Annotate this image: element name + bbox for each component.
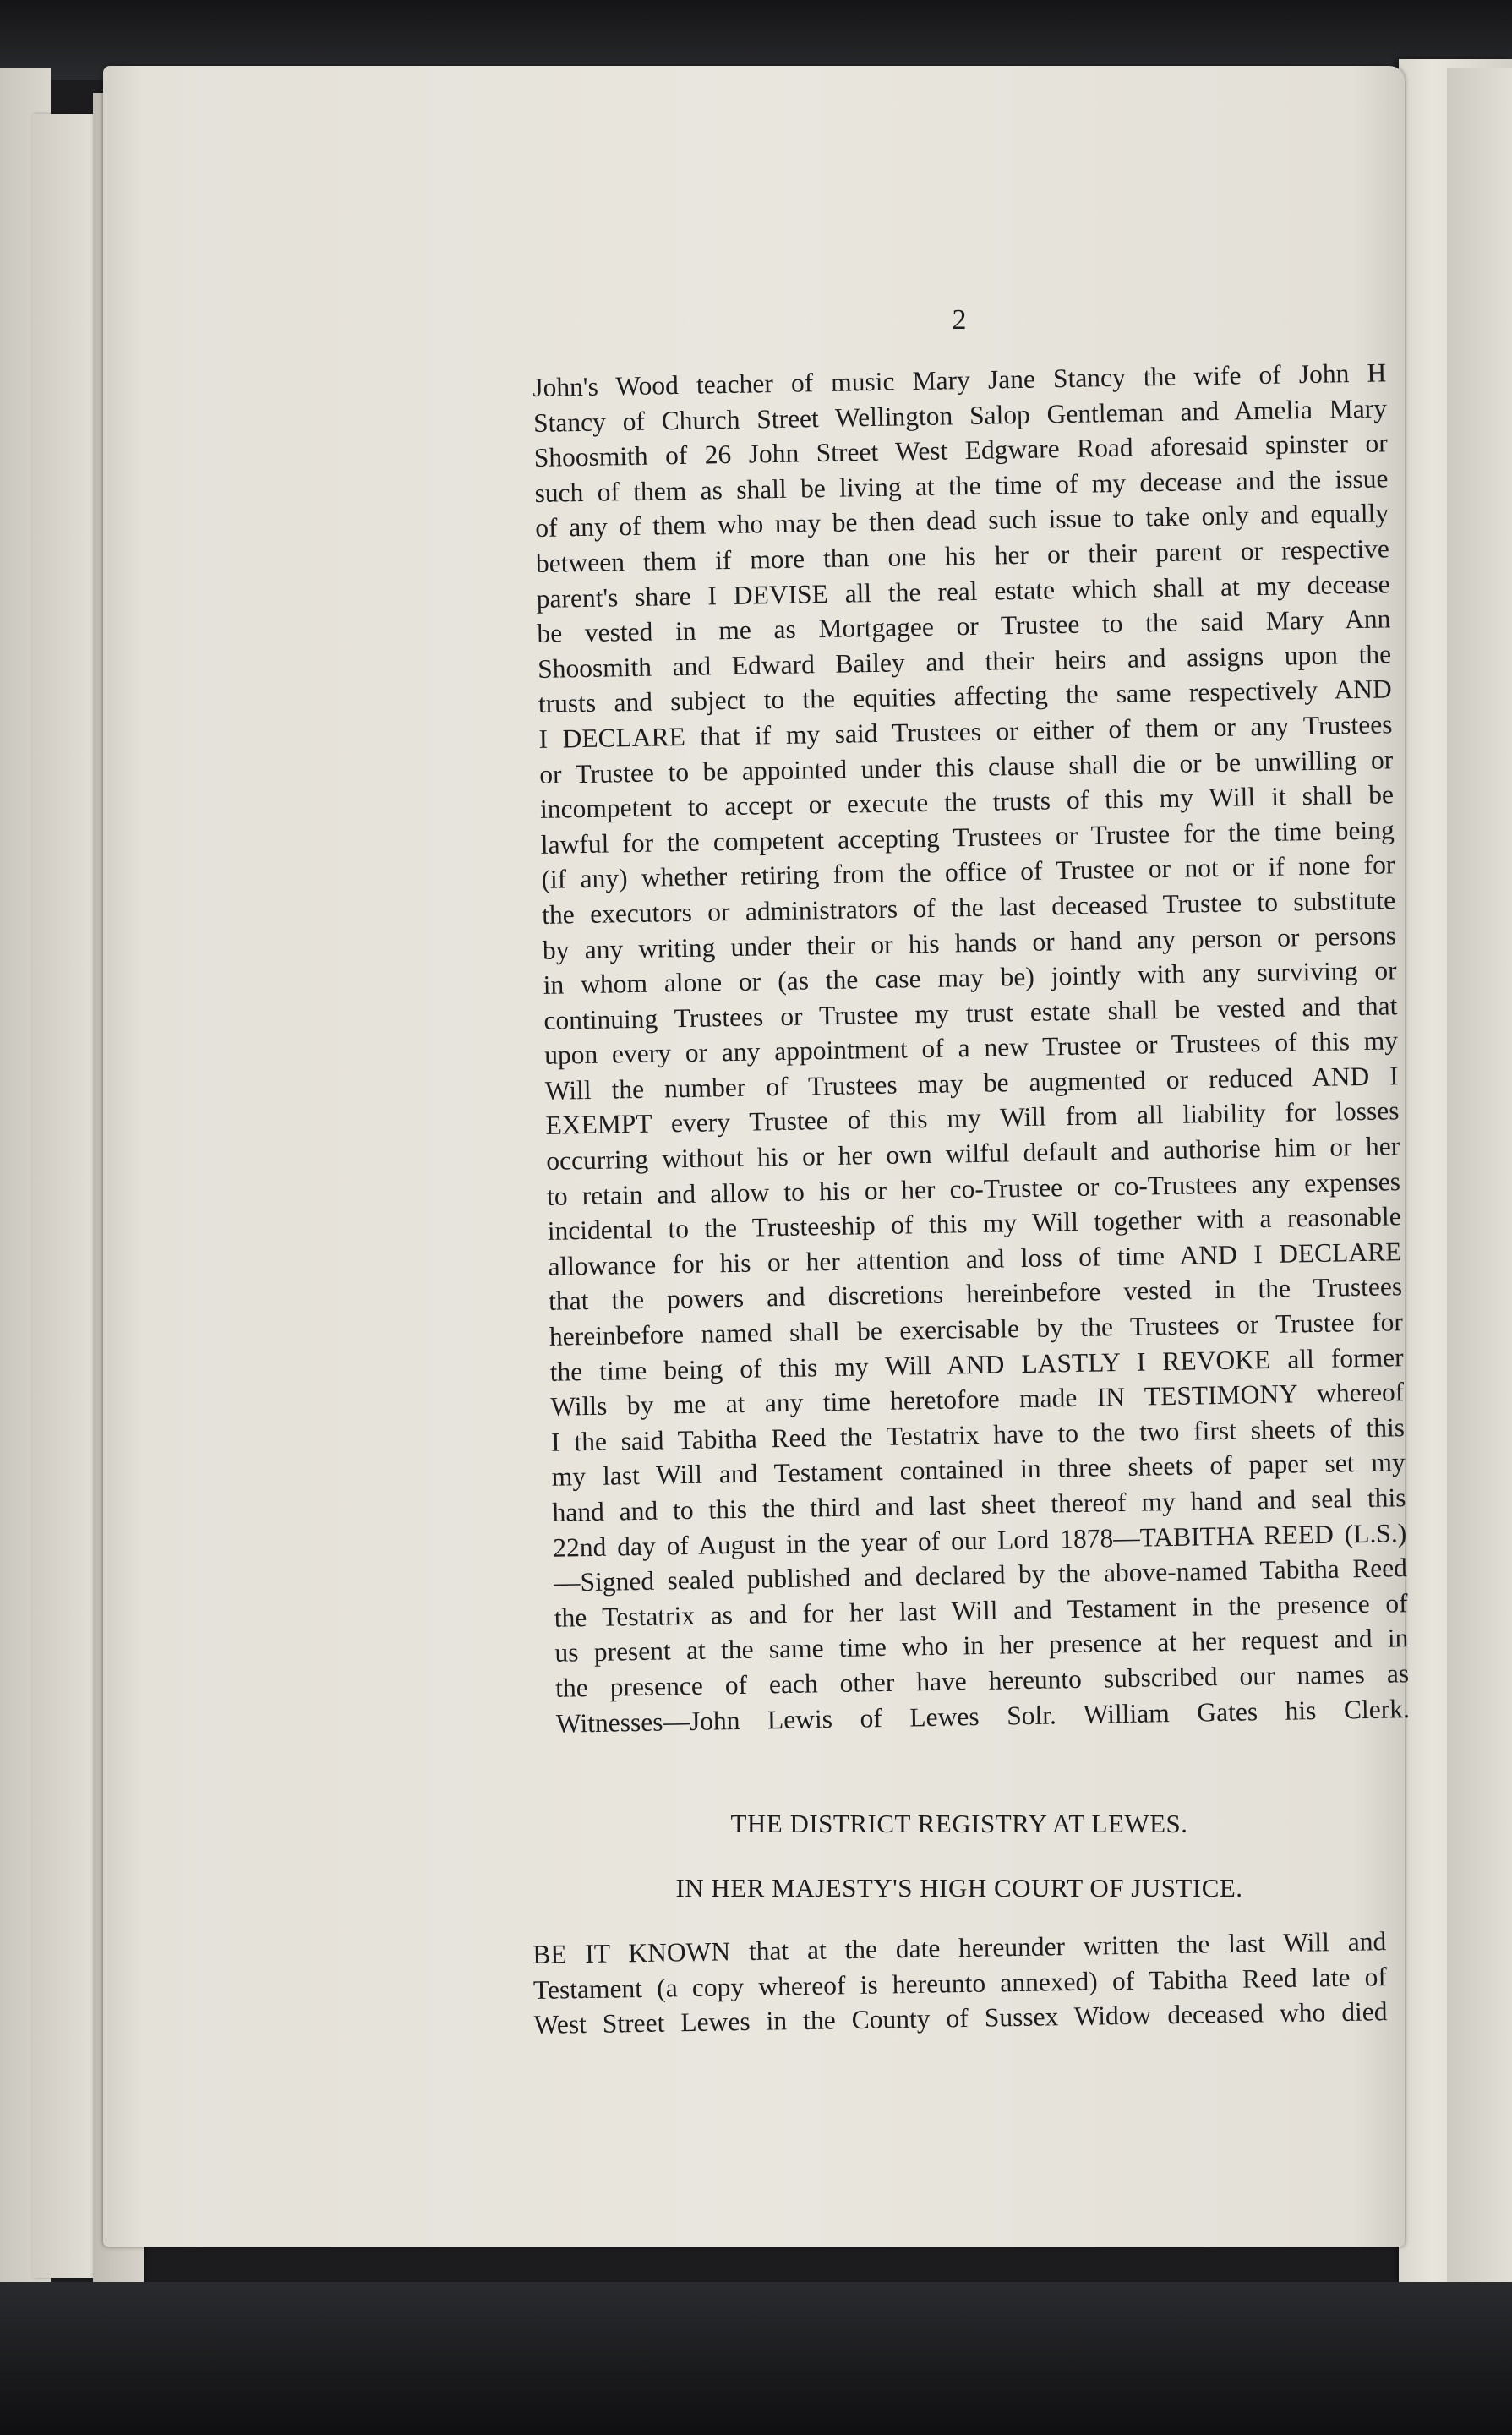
text-line: I DECLARE that if my said Trustees or either of them or any Trustees xyxy=(538,709,1393,754)
text-line: the Testatrix as and for her last Will and Testament in the presence of xyxy=(554,1587,1408,1633)
text-line: Stancy of Church Street Wellington Salop Gentleman and Amelia Mary xyxy=(532,392,1388,438)
page-content xyxy=(532,304,1411,2043)
text-line: John's Wood teacher of music Mary Jane Stancy the wife of John H xyxy=(532,358,1387,402)
text-line: in whom alone or (as the case may be) jointly with any surviving or xyxy=(543,955,1397,1000)
registry-heading: THE DISTRICT REGISTRY AT LEWES. xyxy=(730,1809,1188,1839)
text-line: Shoosmith of 26 John Street West Edgware Road aforesaid spinster or xyxy=(533,428,1388,473)
page-number: 2 xyxy=(952,304,967,336)
page-stack-right-edge xyxy=(1447,68,1512,2299)
text-line: such of them as shall be living at the time of my decease and the issue xyxy=(534,463,1389,508)
text-line: incompetent to accept or execute the trusts of this my Will it shall be xyxy=(539,779,1395,825)
text-line: BE IT KNOWN that at the date hereunder written the last Will and xyxy=(532,1926,1387,1970)
text-line: the time being of this my Will AND LASTLY I REVOKE all former xyxy=(549,1341,1404,1387)
text-line: 22nd day of August in the year of our Lord 1878—TABITHA REED (L.S.) xyxy=(553,1517,1407,1563)
text-line: us present at the same time who in her presence at her request and in xyxy=(554,1623,1409,1668)
text-line: Will the number of Trustees may be augmented or reduced AND I xyxy=(544,1061,1400,1106)
book-binding-bottom xyxy=(0,2282,1512,2435)
text-line: Wills by me at any time heretofore made IN TESTIMONY whereof xyxy=(550,1377,1405,1422)
text-line: Shoosmith and Edward Bailey and their heirs and assigns upon the xyxy=(537,639,1392,684)
text-line: be vested in me as Mortgagee or Trustee to the said Mary Ann xyxy=(537,603,1391,649)
text-line: (if any) whether retiring from the office of Trustee or not or if none for xyxy=(541,849,1395,895)
text-line: that the powers and discretions hereinbefore vested in the Trustees xyxy=(548,1271,1403,1317)
will-body-text xyxy=(532,355,1410,1741)
court-heading: IN HER MAJESTY'S HIGH COURT OF JUSTICE. xyxy=(675,1873,1243,1903)
text-line: trusts and subject to the equities affecting the same respectively AND xyxy=(538,674,1393,719)
text-line: I the said Tabitha Reed the Testatrix have to the two first sheets of this xyxy=(550,1411,1406,1457)
text-line: incidental to the Trusteeship of this my Will together with a reasonable xyxy=(547,1201,1401,1247)
text-line: hand and to this the third and last sheet thereof my hand and seal this xyxy=(552,1482,1406,1527)
text-line: West Street Lewes in the County of Sussex Widow deceased who died xyxy=(533,1996,1388,2040)
text-line: lawful for the competent accepting Trustees or Trustee for the time being xyxy=(540,815,1395,860)
text-line: —Signed sealed published and declared by the above-named Tabitha Reed xyxy=(553,1553,1408,1597)
text-line: my last Will and Testament contained in three sheets of paper set my xyxy=(551,1447,1406,1493)
text-line: of any of them who may be then dead such issue to take only and equally xyxy=(534,498,1389,543)
text-line: occurring without his or her own wilful default and authorise him or her xyxy=(546,1131,1400,1176)
text-line: the presence of each other have hereunto subscribed our names as xyxy=(554,1658,1410,1703)
text-line: between them if more than one his her or their parent or respective xyxy=(535,533,1390,578)
text-line: EXEMPT every Trustee of this my Will from all liability for losses xyxy=(545,1095,1400,1141)
text-line: Testament (a copy whereof is hereunto annexed) of Tabitha Reed late of xyxy=(532,1961,1388,2005)
text-line: by any writing under their or his hands or hand any person or persons xyxy=(542,920,1397,965)
text-line: hereinbefore named shall be exercisable by the Trustees or Trustee for xyxy=(549,1307,1404,1351)
text-line: allowance for his or her attention and loss of time AND I DECLARE xyxy=(548,1237,1402,1281)
text-line: Witnesses—John Lewis of Lewes Solr. William Gates his Clerk. xyxy=(555,1693,1411,1739)
text-line: the executors or administrators of the last deceased Trustee to substitute xyxy=(541,885,1396,930)
probate-text xyxy=(532,1924,1388,2043)
text-line: or Trustee to be appointed under this clause shall die or be unwilling or xyxy=(539,744,1394,789)
text-line: continuing Trustees or Trustee my trust estate shall be vested and that xyxy=(543,990,1398,1035)
text-line: upon every or any appointment of a new Trustee or Trustees of this my xyxy=(543,1025,1399,1071)
text-line: parent's share I DEVISE all the real estate which shall at my decease xyxy=(536,568,1390,614)
text-line: to retain and allow to his or her co-Trustee or co-Trustees any expenses xyxy=(546,1166,1401,1211)
